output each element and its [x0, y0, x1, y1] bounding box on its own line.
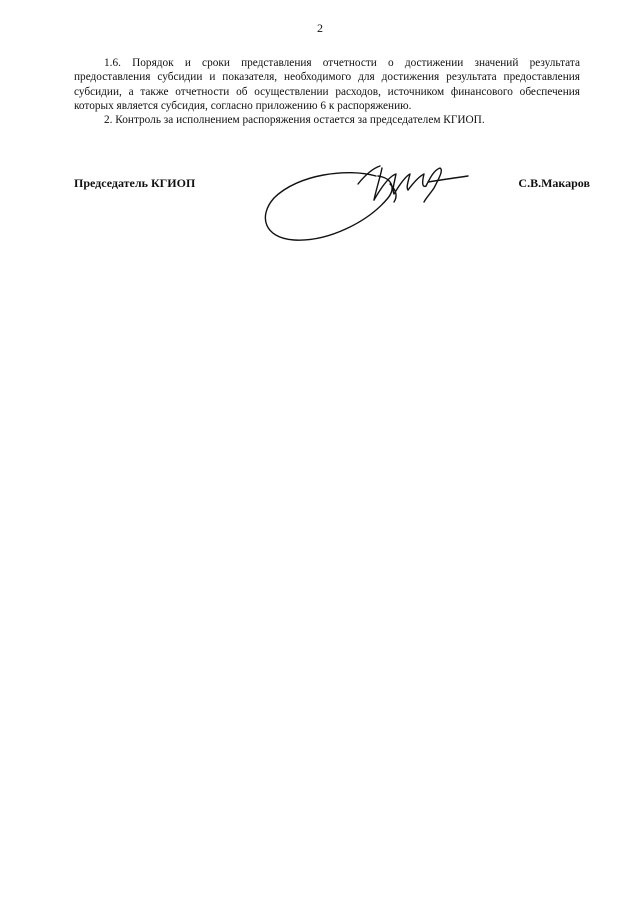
- signer-title: Председатель КГИОП: [74, 176, 196, 190]
- signature-block: [74, 176, 590, 256]
- paragraph-1-6: 1.6. Порядок и сроки представления отчетности о достижении значений результата предоставления субсидии и показателя, необходимого для достижения результата предоставления субсидии, а также отчетности об осуществлении расходов, источником финансового обеспечения которых является субсидия, согласно приложению 6 к распоряжению.: [74, 57, 580, 112]
- handwritten-signature: [258, 160, 488, 260]
- paragraph-2: 2. Контроль за исполнением распоряжения остается за председателем КГИОП.: [104, 114, 485, 127]
- page-number: 2: [317, 21, 323, 35]
- signer-name: С.В.Макаров: [518, 176, 590, 190]
- document-body: [74, 56, 580, 127]
